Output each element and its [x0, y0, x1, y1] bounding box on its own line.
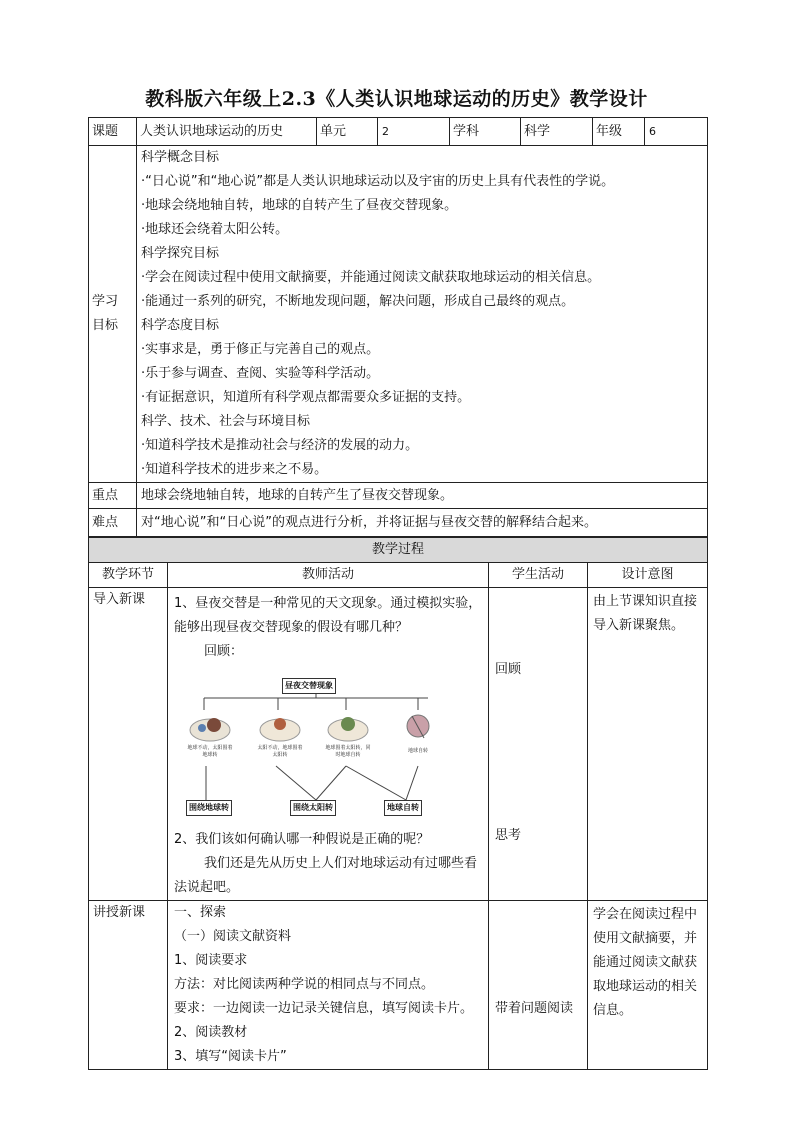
diagram-bottom-box: 围绕地球转	[186, 800, 232, 816]
objective-line: ·地球还会绕着太阳公转。	[141, 222, 289, 237]
teacher-activity	[168, 901, 489, 1070]
teacher-line: 要求：一边阅读一边记录关键信息，填写阅读卡片。	[174, 1001, 474, 1016]
student-activity	[489, 588, 588, 901]
diagram-top-box: 昼夜交替现象	[282, 678, 336, 694]
objectives-label	[89, 146, 137, 483]
earth-figure	[198, 724, 206, 732]
teacher-text: 1、昼夜交替是一种常见的天文现象。通过模拟实验，能够出现昼夜交替现象的假设有哪几种？	[174, 596, 482, 635]
earth-figure	[207, 718, 221, 732]
earth-figure	[341, 717, 355, 731]
objective-line: ·实事求是，勇于修正与完善自己的观点。	[141, 342, 380, 357]
key-point-label: 重点	[89, 483, 137, 509]
student-text: 带着问题阅读	[495, 1001, 574, 1016]
column-header: 教学环节	[89, 563, 168, 588]
process-header: 教学过程	[89, 538, 708, 563]
key-point-text: 地球会绕地轴自转，地球的自转产生了昼夜交替现象。	[137, 483, 708, 509]
discipline-value: 科学	[521, 118, 593, 146]
teacher-text: 我们还是先从历史上人们对地球运动有过哪些看法说起吧。	[174, 856, 478, 895]
objectives-label-top: 学习	[92, 294, 119, 309]
stage-cell: 讲授新课	[89, 901, 168, 1070]
teacher-text: 回顾：	[204, 644, 244, 659]
student-text: 回顾	[495, 662, 522, 677]
objective-line: ·能通过一系列的研究，不断地发现问题，解决问题，形成自己最终的观点。	[141, 294, 575, 309]
diagram-caption: 地球自转	[407, 748, 428, 754]
objective-line: ·“日心说”和“地心说”都是人类认识地球运动以及宇宙的历史上具有代表性的学说。	[141, 174, 615, 189]
page-title: 教科版六年级上2.3《人类认识地球运动的历史》教学设计	[145, 88, 648, 110]
teacher-line: 方法：对比阅读两种学说的相同点与不同点。	[174, 977, 435, 992]
grade-label: 年级	[593, 118, 645, 146]
grade-value: 6	[645, 118, 708, 146]
earth-figure	[274, 718, 286, 730]
objective-line: ·学会在阅读过程中使用文献摘要，并能通过阅读文献获取地球运动的相关信息。	[141, 270, 601, 285]
teacher-line: 3、填写“阅读卡片”	[174, 1049, 287, 1064]
objective-line: ·乐于参与调查、查阅、实验等科学活动。	[141, 366, 380, 381]
teacher-line: 2、阅读教材	[174, 1025, 248, 1040]
unit-label: 单元	[317, 118, 378, 146]
info-table	[88, 117, 708, 537]
subject-value: 人类认识地球运动的历史	[137, 118, 317, 146]
teacher-activity	[168, 588, 489, 901]
objectives-label-bottom: 目标	[92, 318, 119, 333]
objective-line: ·地球会绕地轴自转，地球的自转产生了昼夜交替现象。	[141, 198, 458, 213]
difficult-point-text: 对“地心说”和“日心说”的观点进行分析，并将证据与昼夜交替的解释结合起来。	[137, 509, 708, 537]
objective-line: 科学探究目标	[141, 246, 220, 261]
teacher-line: 1、阅读要求	[174, 953, 248, 968]
objective-line: 科学态度目标	[141, 318, 220, 333]
stage-cell: 导入新课	[89, 588, 168, 901]
objective-line: ·有证据意识，知道所有科学观点都需要众多证据的支持。	[141, 390, 471, 405]
objective-line: ·知道科学技术是推动社会与经济的发展的动力。	[141, 438, 419, 453]
diagram-caption: 地球围着太阳转，同时地球自转	[325, 745, 371, 758]
student-text: 思考	[495, 828, 522, 843]
teacher-line: （一）阅读文献资料	[174, 929, 292, 944]
objective-line: 科学概念目标	[141, 150, 220, 165]
student-activity	[489, 901, 588, 1070]
process-table	[88, 537, 708, 1070]
difficult-point-label: 难点	[89, 509, 137, 537]
discipline-label: 学科	[450, 118, 521, 146]
subject-label: 课题	[89, 118, 137, 146]
objective-line: ·知道科学技术的进步来之不易。	[141, 462, 328, 477]
diagram-caption: 地球不动，太阳围着地球转	[187, 745, 233, 758]
objectives-content	[137, 146, 708, 483]
column-header: 学生活动	[489, 563, 588, 588]
objective-line: 科学、技术、社会与环境目标	[141, 414, 311, 429]
diagram-caption: 太阳不动，地球围着太阳转	[257, 745, 303, 758]
diagram-bottom-box: 地球自转	[384, 800, 422, 816]
column-header: 教师活动	[168, 563, 489, 588]
teacher-line: 一、探索	[174, 905, 227, 920]
unit-value: 2	[378, 118, 450, 146]
hypothesis-diagram	[186, 670, 446, 820]
diagram-bottom-box: 围绕太阳转	[290, 800, 336, 816]
column-header: 设计意图	[588, 563, 708, 588]
design-intent: 由上节课知识直接导入新课聚焦。	[588, 588, 708, 901]
design-intent: 学会在阅读过程中使用文献摘要，并能通过阅读文献获取地球运动的相关信息。	[588, 901, 708, 1070]
teacher-text: 2、我们该如何确认哪一种假说是正确的呢？	[174, 832, 430, 847]
